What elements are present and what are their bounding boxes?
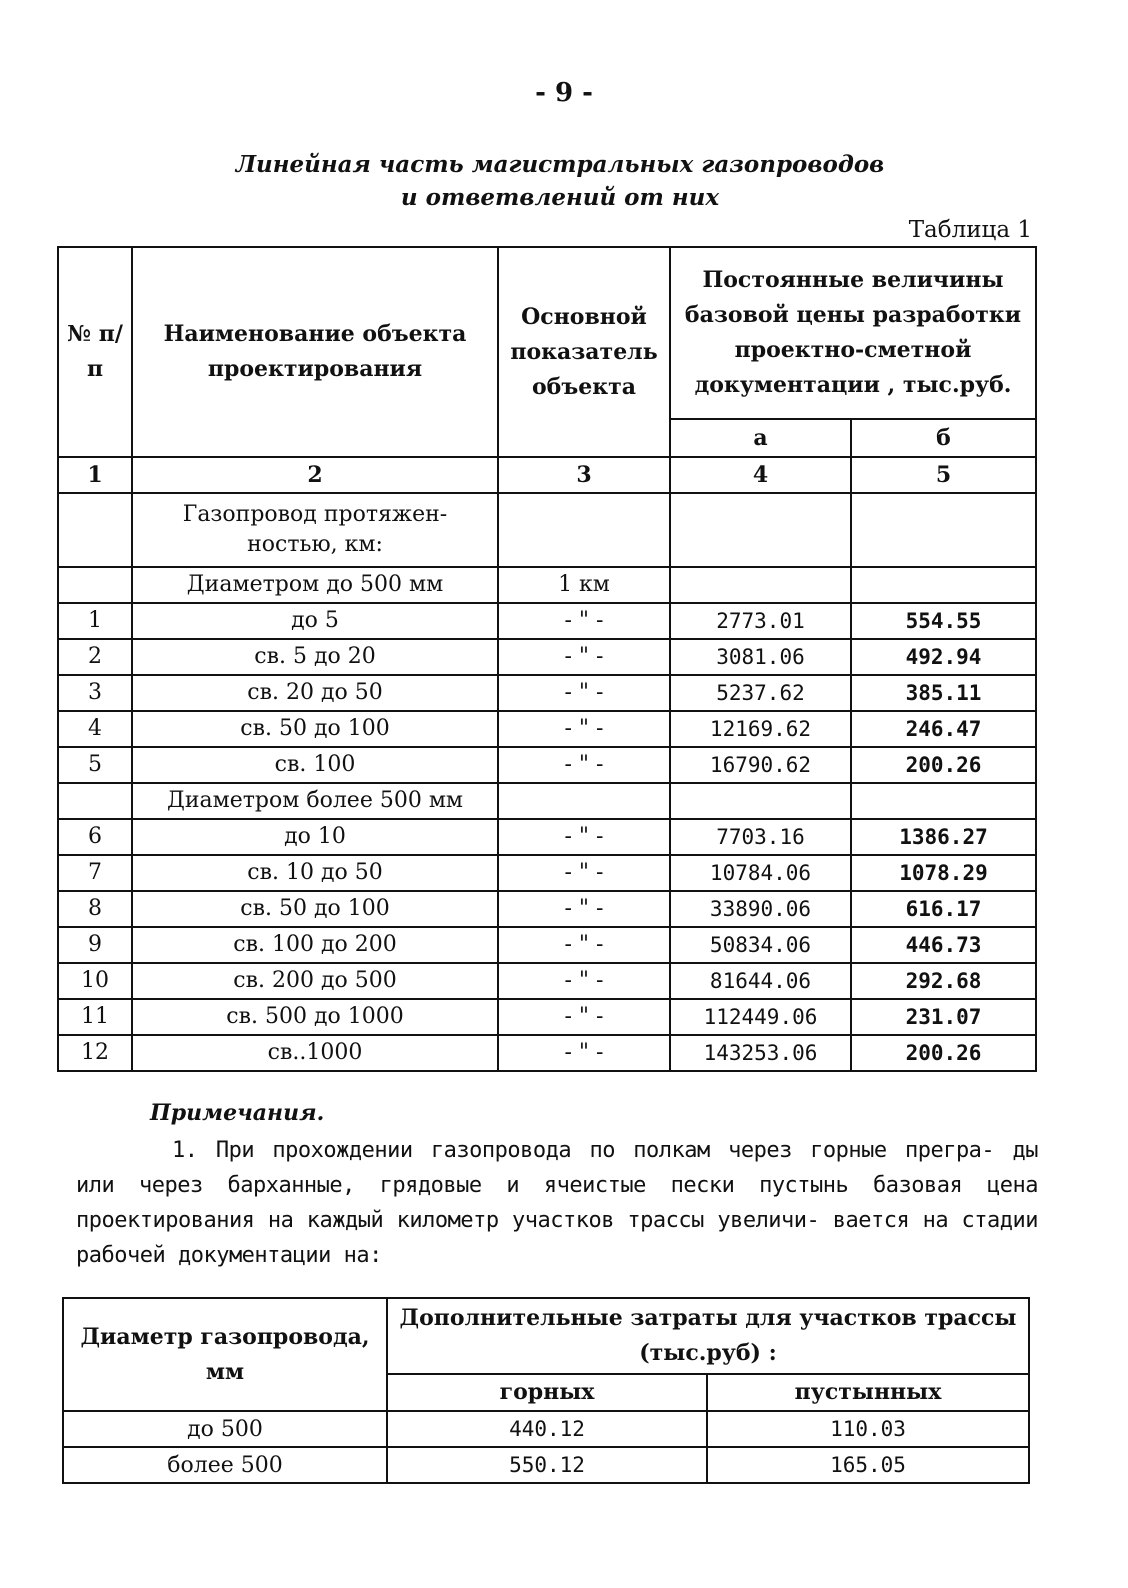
row-value-b: 292.68 xyxy=(851,963,1036,999)
subsection-heading: Диаметром более 500 мм xyxy=(132,783,498,819)
table-row xyxy=(58,603,1036,639)
subsection-heading: Диаметром до 500 мм xyxy=(132,567,498,603)
row-number: 12 xyxy=(58,1035,132,1071)
row-number: 6 xyxy=(58,819,132,855)
row-value-a: 81644.06 xyxy=(670,963,851,999)
row-value-a: 12169.62 xyxy=(670,711,851,747)
row-name: св. 10 до 50 xyxy=(132,855,498,891)
row-value-b: 616.17 xyxy=(851,891,1036,927)
row-name: до 5 xyxy=(132,603,498,639)
row-value-b: 1386.27 xyxy=(851,819,1036,855)
subsection-row xyxy=(58,567,1036,603)
row-value-b: 385.11 xyxy=(851,675,1036,711)
row-value-a: 7703.16 xyxy=(670,819,851,855)
table-label: Таблица 1 xyxy=(908,217,1032,243)
notes-body: 1. При прохождении газопровода по полкам через горные прегра- ды или через барханные, грядовые и ячеистые пески пустынь базовая цена проектирования на каждый километр участков трассы увеличи- вается на стадии рабочей документации на: xyxy=(76,1138,1038,1268)
section-heading: Газопровод протяжен- ностью, км: xyxy=(132,493,498,567)
column-number: 5 xyxy=(851,457,1036,493)
row-indicator: - " - xyxy=(498,711,670,747)
table-row xyxy=(58,927,1036,963)
row-value-a: 50834.06 xyxy=(670,927,851,963)
row-number: 10 xyxy=(58,963,132,999)
row-indicator: - " - xyxy=(498,603,670,639)
row-name: св. 5 до 20 xyxy=(132,639,498,675)
table-row xyxy=(63,1447,1029,1483)
row-name: св. 50 до 100 xyxy=(132,891,498,927)
header-sub-b: б xyxy=(851,419,1036,457)
row-value-a: 5237.62 xyxy=(670,675,851,711)
title-line-2: и ответвлений от них xyxy=(400,184,720,211)
notes-text xyxy=(76,1133,1038,1273)
table-row xyxy=(58,675,1036,711)
row-diameter: более 500 xyxy=(63,1447,387,1483)
row-indicator: - " - xyxy=(498,963,670,999)
header-object-name: Наименование объекта проектирования xyxy=(132,247,498,457)
section-heading-row xyxy=(58,493,1036,567)
row-indicator: - " - xyxy=(498,1035,670,1071)
row-number: 8 xyxy=(58,891,132,927)
row-indicator: - " - xyxy=(498,639,670,675)
row-name: св..1000 xyxy=(132,1035,498,1071)
row-name: св. 200 до 500 xyxy=(132,963,498,999)
row-name: св. 100 xyxy=(132,747,498,783)
row-value-a: 16790.62 xyxy=(670,747,851,783)
table-row xyxy=(58,747,1036,783)
header-desert: пустынных xyxy=(707,1374,1029,1411)
row-name: св. 20 до 50 xyxy=(132,675,498,711)
row-value-b: 1078.29 xyxy=(851,855,1036,891)
header-sub-a: а xyxy=(670,419,851,457)
row-value-b: 554.55 xyxy=(851,603,1036,639)
title-line-1: Линейная часть магистральных газопроводов xyxy=(235,151,885,178)
notes-title: Примечания. xyxy=(150,1100,325,1126)
header-number: № п/п xyxy=(58,247,132,457)
row-value-a: 143253.06 xyxy=(670,1035,851,1071)
row-desert: 165.05 xyxy=(707,1447,1029,1483)
table-row xyxy=(58,711,1036,747)
unit-cell: 1 км xyxy=(498,567,670,603)
row-value-a: 33890.06 xyxy=(670,891,851,927)
row-name: св. 50 до 100 xyxy=(132,711,498,747)
header-diameter: Диаметр газопровода, мм xyxy=(63,1298,387,1411)
row-value-b: 492.94 xyxy=(851,639,1036,675)
row-indicator: - " - xyxy=(498,891,670,927)
column-number: 3 xyxy=(498,457,670,493)
header-mountain: горных xyxy=(387,1374,707,1411)
column-number: 1 xyxy=(58,457,132,493)
row-indicator: - " - xyxy=(498,999,670,1035)
row-value-a: 112449.06 xyxy=(670,999,851,1035)
row-indicator: - " - xyxy=(498,747,670,783)
table-row xyxy=(58,963,1036,999)
table-row xyxy=(58,819,1036,855)
row-name: св. 100 до 200 xyxy=(132,927,498,963)
subsection-row xyxy=(58,783,1036,819)
additional-costs-table xyxy=(62,1297,1030,1484)
row-value-a: 3081.06 xyxy=(670,639,851,675)
row-indicator: - " - xyxy=(498,927,670,963)
row-indicator: - " - xyxy=(498,819,670,855)
row-number: 9 xyxy=(58,927,132,963)
table-row xyxy=(58,639,1036,675)
row-number: 3 xyxy=(58,675,132,711)
row-mountain: 440.12 xyxy=(387,1411,707,1447)
row-mountain: 550.12 xyxy=(387,1447,707,1483)
row-value-b: 231.07 xyxy=(851,999,1036,1035)
table-row xyxy=(58,999,1036,1035)
price-table xyxy=(57,246,1037,1072)
row-number: 5 xyxy=(58,747,132,783)
row-diameter: до 500 xyxy=(63,1411,387,1447)
row-name: св. 500 до 1000 xyxy=(132,999,498,1035)
row-number: 7 xyxy=(58,855,132,891)
document-title xyxy=(60,148,1060,214)
row-value-b: 200.26 xyxy=(851,747,1036,783)
page-number: - 9 - xyxy=(535,78,593,108)
row-indicator: - " - xyxy=(498,855,670,891)
row-value-a: 10784.06 xyxy=(670,855,851,891)
table-row xyxy=(63,1411,1029,1447)
header-additional-costs: Дополнительные затраты для участков трассы (тыс.руб) : xyxy=(387,1298,1029,1374)
table-row xyxy=(58,855,1036,891)
row-value-b: 446.73 xyxy=(851,927,1036,963)
column-number: 4 xyxy=(670,457,851,493)
table-row xyxy=(58,1035,1036,1071)
column-number: 2 xyxy=(132,457,498,493)
row-number: 1 xyxy=(58,603,132,639)
row-number: 4 xyxy=(58,711,132,747)
row-number: 2 xyxy=(58,639,132,675)
row-name: до 10 xyxy=(132,819,498,855)
column-numbers-row xyxy=(58,457,1036,493)
row-desert: 110.03 xyxy=(707,1411,1029,1447)
row-value-b: 200.26 xyxy=(851,1035,1036,1071)
row-indicator: - " - xyxy=(498,675,670,711)
row-number: 11 xyxy=(58,999,132,1035)
table-row xyxy=(58,891,1036,927)
header-main-indicator: Основной показатель объекта xyxy=(498,247,670,457)
header-base-price: Постоянные величины базовой цены разработки проектно-сметной документации , тыс.руб. xyxy=(670,247,1036,419)
row-value-a: 2773.01 xyxy=(670,603,851,639)
row-value-b: 246.47 xyxy=(851,711,1036,747)
